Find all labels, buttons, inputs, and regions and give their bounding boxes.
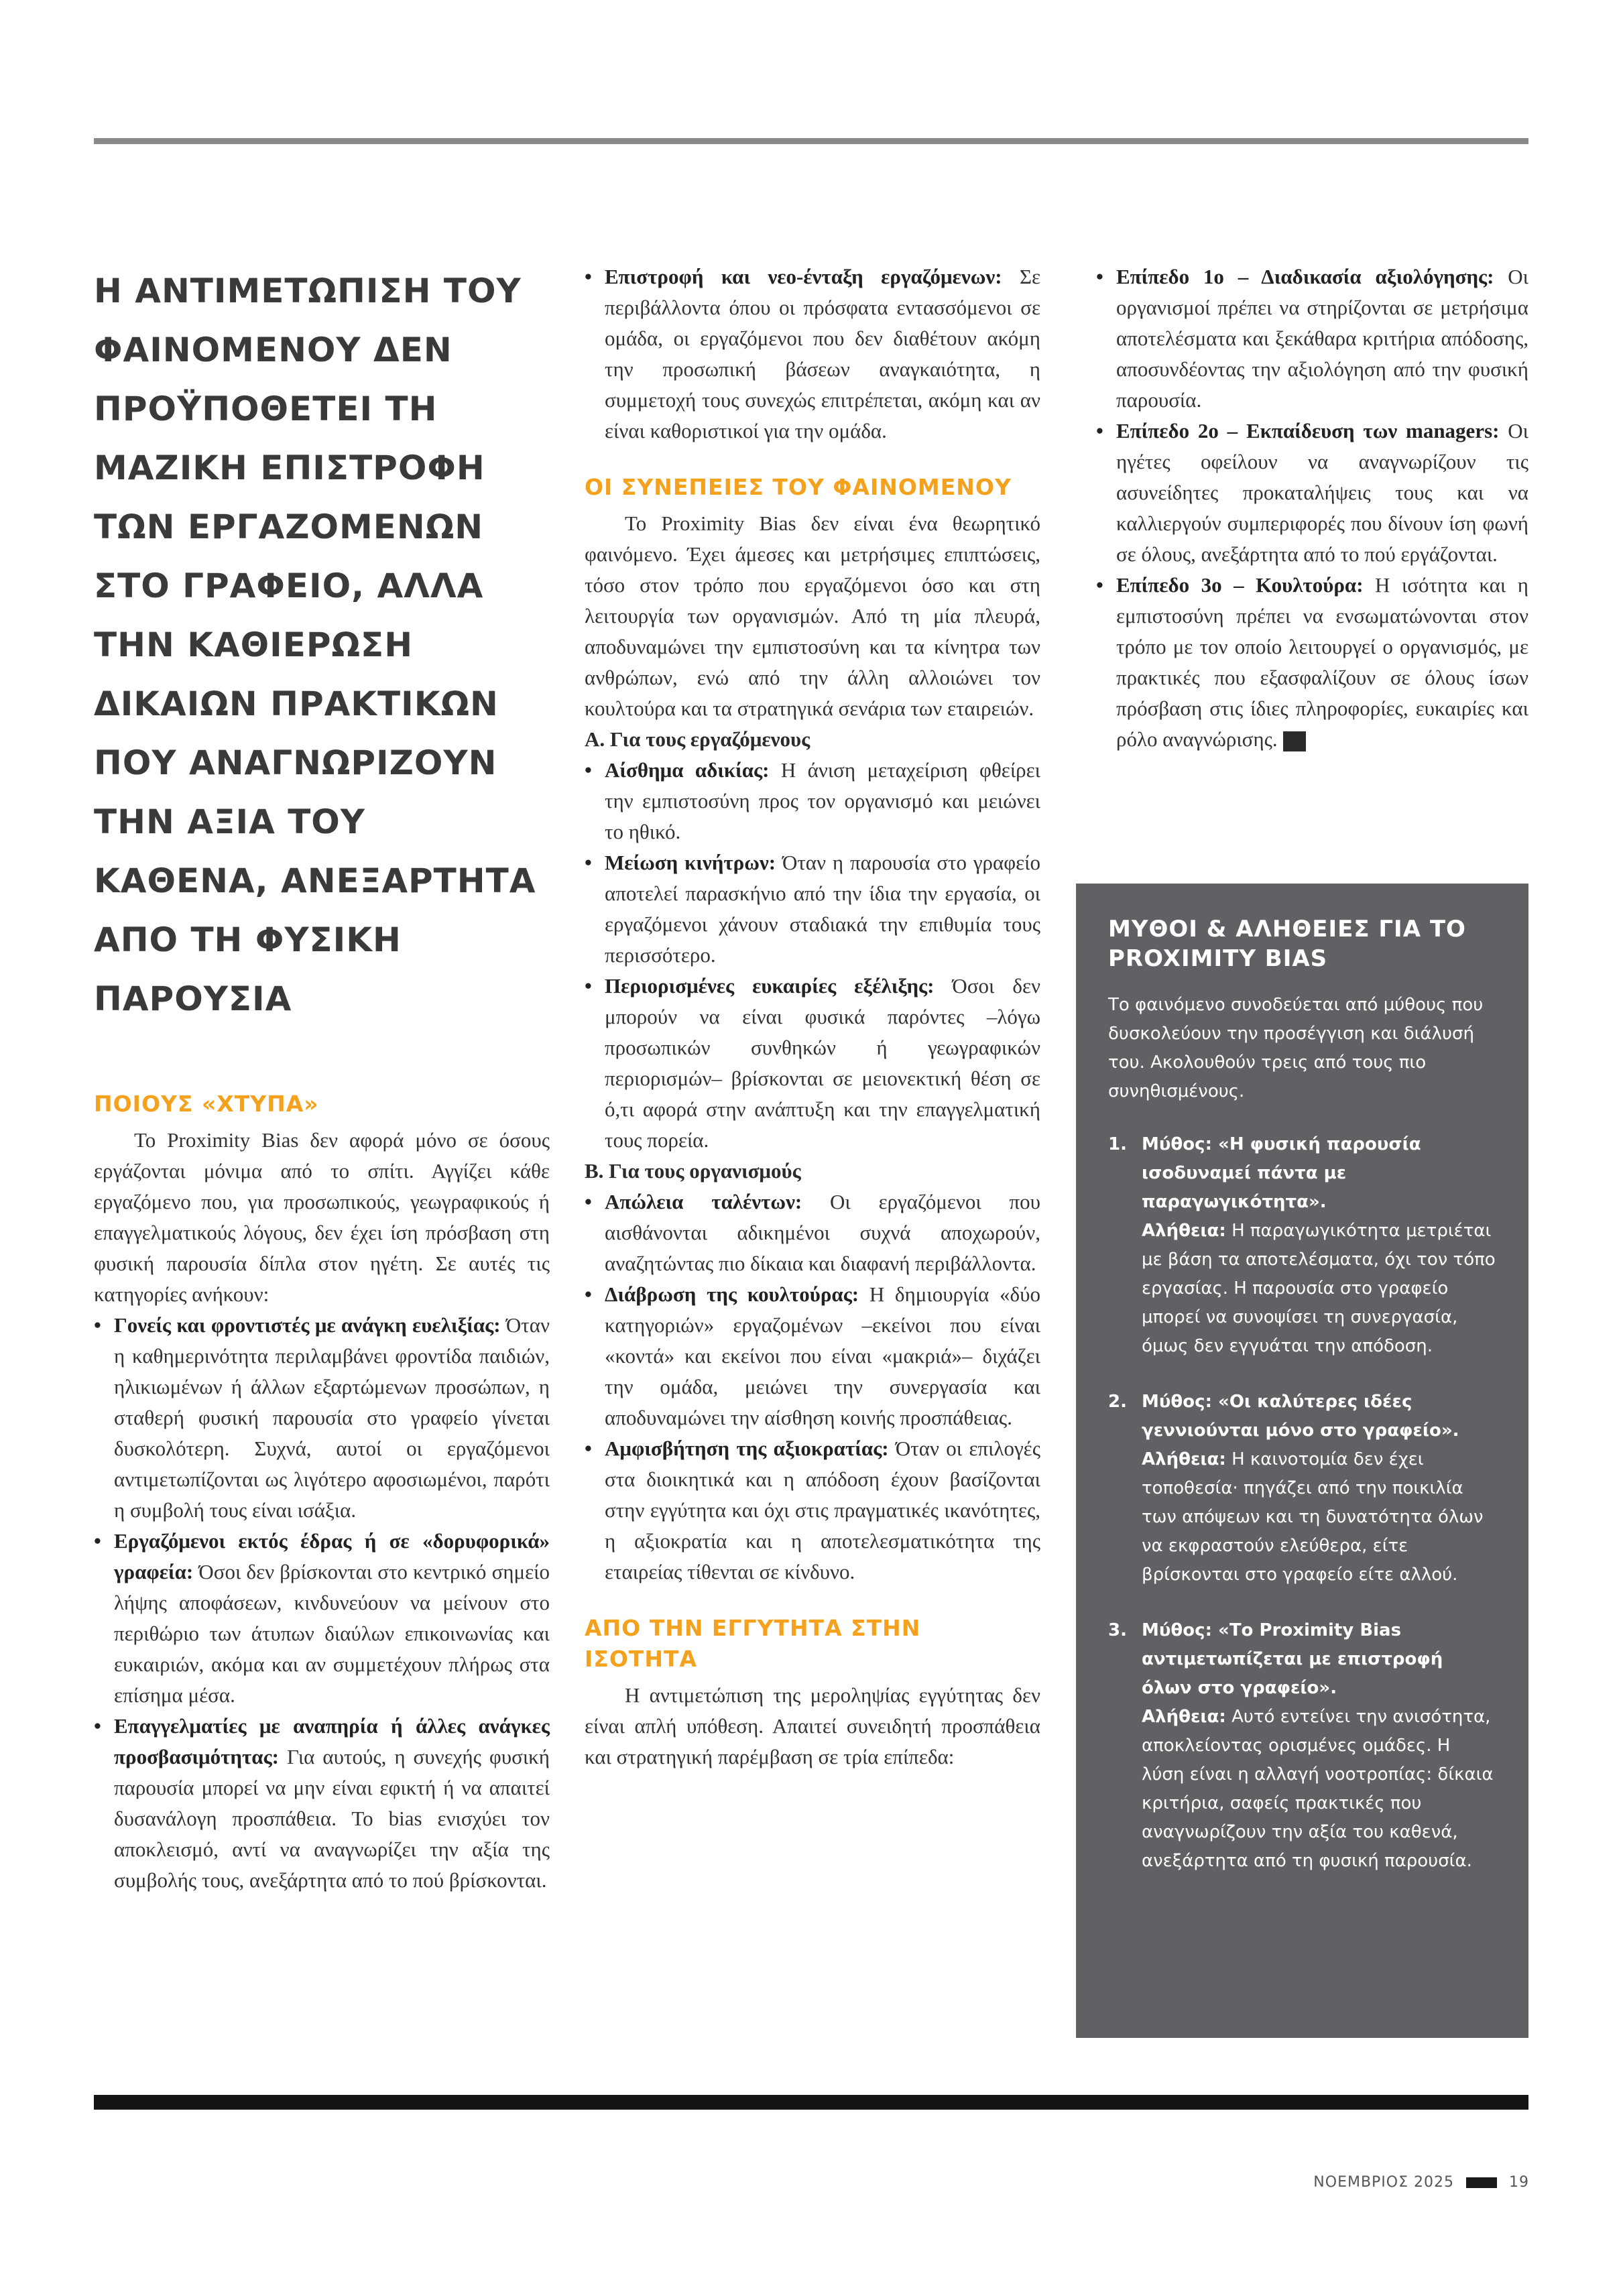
section-title-consequences: ΟΙ ΣΥΝΕΠΕΙΕΣ ΤΟΥ ΦΑΙΝΟΜΕΝΟΥ: [585, 474, 1012, 500]
bullet-list: [94, 1310, 550, 1896]
bullet-item: • Επίπεδο 2ο – Εκπαίδευση των managers: Οι ηγέτες οφείλουν να αναγνωρίζουν τις ασυνείδητες προκαταλήψεις τους και να καλλιεργούν συμπεριφορές που δίνουν ίση φωνή σε όλους, ανεξάρτητα από το πού εργάζονται.: [1096, 416, 1528, 570]
myths-list: [1108, 1130, 1496, 1876]
bullet-list: [585, 261, 1040, 446]
myth-item: 1. Μύθος: «Η φυσική παρουσία ισοδυναμεί πάντα με παραγωγικότητα». Αλήθεια: Η παραγωγικότητα μετριέται με βάση τα αποτελέσματα, όχι τον τόπο εργασίας. Η παρουσία στο γραφείο μπορεί να συνοψίσει τη συνεργασία, όμως δεν εγγυάται την απόδοση.: [1108, 1134, 1496, 1356]
myth-item: 2. Μύθος: «Οι καλύτερες ιδέες γεννιούνται μόνο στο γραφείο». Αλήθεια: Η καινοτομία δεν έχει τοποθεσία· πηγάζει από την ποικιλία των απόψεων και τη δυνατότητα όλων να εκφραστούν ελεύθερα, είτε βρίσκονται στο γραφείο είτε αλλού.: [1108, 1392, 1484, 1585]
section-title-who: ΠΟΙΟΥΣ «ΧΤΥΠΑ»: [94, 1091, 319, 1117]
box-title: ΜΥΘΟΙ & ΑΛΗΘΕΙΕΣ ΓΙΑ ΤΟ PROXIMITY BIAS: [1108, 916, 1466, 972]
bullet-item: • Εργαζόμενοι εκτός έδρας ή σε «δορυφορικά» γραφεία: Όσοι δεν βρίσκονται στο κεντρικό σημείο λήψης αποφάσεων, κινδυνεύουν να μείνουν στο περιθώριο των άτυπων διαύλων επικοινωνίας και ευκαιριών, ακόμα και αν συμμετέχουν πλήρως στα επίσημα μέσα.: [94, 1526, 550, 1711]
end-of-article-icon: [1283, 731, 1306, 751]
footer-mark-icon: [1466, 2177, 1497, 2188]
bullet-item: • Αίσθημα αδικίας: Η άνιση μεταχείριση φθείρει την εμπιστοσύνη προς τον οργανισμό και μειώνει το ηθικό.: [585, 755, 1040, 847]
section-title-equality: ΑΠΟ ΤΗΝ ΕΓΓΥΤΗΤΑ ΣΤΗΝ ΙΣΟΤΗΤΑ: [585, 1615, 921, 1672]
myths-truths-box: [1076, 884, 1528, 2038]
bullet-item: • Επιστροφή και νεο-ένταξη εργαζόμενων: Σε περιβάλλοντα όπου οι πρόσφατα εντασσόμενοι σε ομάδα, οι εργαζόμενοι που δεν διαθέτουν ακόμη την προσωπική βάσεων αναγκαιότητα, η συμμετοχή τους συνεχώς επιτρέπεται, ακόμη και αν είναι καθοριστικοί για την ομάδα.: [585, 261, 1040, 446]
bullet-item: • Διάβρωση της κουλτούρας: Η δημιουργία «δύο κατηγοριών» εργαζομένων –εκείνοι που είναι «κοντά» και εκείνοι που είναι «μακριά»– διχάζει την ομάδα, μειώνει την συνεργασία και αποδυναμώνει την αίσθηση κοινής προσπάθειας.: [585, 1279, 1040, 1433]
issue-date: ΝΟΕΜΒΡΙΟΣ 2025: [1313, 2174, 1454, 2191]
bullet-item: • Περιορισμένες ευκαιρίες εξέλιξης: Όσοι δεν μπορούν να είναι φυσικά παρόντες –λόγω προσωπικών συνθηκών ή γεωγραφικών περιορισμών– βρίσκονται σε μειονεκτική θέση σε ό,τι αφορά στην ανάπτυξη και την επαγγελματική τους πορεία.: [585, 971, 1040, 1156]
section-intro: Το Proximity Bias δεν αφορά μόνο σε όσους εργάζονται μόνιμα από το σπίτι. Αγγίζει κάθε εργαζόμενο που, για προσωπικούς, γεωγραφικούς ή επαγγελματικούς λόγους, δεν έχει ίση πρόσβαση στη φυσική παρουσία δίπλα στον ηγέτη. Σε αυτές τις κατηγορίες ανήκουν:: [94, 1128, 550, 1306]
bullet-item: • Επίπεδο 1ο – Διαδικασία αξιολόγησης: Οι οργανισμοί πρέπει να στηρίζονται σε μετρήσιμα αποτελέσματα και ξεκάθαρα κριτήρια απόδοσης, αποσυνδέοντας την αξιολόγηση από την φυσική παρουσία.: [1096, 261, 1528, 416]
page-footer: [1313, 2174, 1529, 2191]
bullet-list: [585, 755, 1040, 1156]
myth-item: 3. Μύθος: «Το Proximity Bias αντιμετωπίζεται με επιστροφή όλων στο γραφείο». Αλήθεια: Αυτό εντείνει την ανισότητα, αποκλείοντας ορισμένες ομάδες. Η λύση είναι η αλλαγή νοοτροπίας: δίκαια κριτήρια, σαφείς πρακτικές που αναγνωρίζουν την αξία του καθενά, ανεξάρτητα από τη φυσική παρουσία.: [1108, 1620, 1494, 1871]
bullet-item: • Επαγγελματίες με αναπηρία ή άλλες ανάγκες προσβασιμότητας: Για αυτούς, η συνεχής φυσική παρουσία μπορεί να μην είναι εφικτή ή να απαιτεί δυσανάλογη προσπάθεια. Το bias ενισχύει τον αποκλεισμό, αντί να αναγνωρίζει την αξία της συμβολής τους, ανεξάρτητα από το πού βρίσκονται.: [94, 1711, 550, 1896]
subhead-organizations: Β. Για τους οργανισμούς: [585, 1159, 801, 1183]
section-intro: Η αντιμετώπιση της μεροληψίας εγγύτητας δεν είναι απλή υπόθεση. Απαιτεί συνειδητή προσπάθεια και στρατηγική παρέμβαση σε τρία επίπεδα:: [585, 1683, 1040, 1768]
bullet-item: • Αμφισβήτηση της αξιοκρατίας: Όταν οι επιλογές στα διοικητικά και η απόδοση έχουν βασίζονται στην εγγύτητα και όχι στις πραγματικές ικανότητες, η αξιοκρατία και η αποτελεσματικότητα της εταιρείας τίθενται σε κίνδυνο.: [585, 1433, 1040, 1587]
column-3: [1096, 261, 1528, 755]
bullet-item: • Απώλεια ταλέντων: Οι εργαζόμενοι που αισθάνονται αδικημένοι συχνά αποχωρούν, αναζητώντας πιο δίκαια και διαφανή περιβάλλοντα.: [585, 1187, 1040, 1279]
subhead-employees: Α. Για τους εργαζόμενους: [585, 727, 810, 751]
section-intro: Το Proximity Bias δεν είναι ένα θεωρητικό φαινόμενο. Έχει άμεσες και μετρήσιμες επιπτώσεις, τόσο στον τρόπο που εργαζόμενοι όσο και στη λειτουργία των οργανισμών. Από τη μία πλευρά, αποδυναμώνει την εμπιστοσύνη και τα κίνητρα των ανθρώπων, ενώ από την άλλη αλλοιώνει τον κουλτούρα και τα στρατηγικά σενάρια των εταιρειών.: [585, 511, 1040, 720]
bullet-list: [1096, 261, 1528, 755]
bottom-rule: [94, 2095, 1528, 2110]
bullet-item: • Γονείς και φροντιστές με ανάγκη ευελιξίας: Όταν η καθημερινότητα περιλαμβάνει φροντίδα παιδιών, ηλικιωμένων ή άλλων εξαρτώμενων προσώπων, η σταθερή φυσική παρουσία στο γραφείο γίνεται δυσκολότερη. Συχνά, αυτοί οι εργαζόμενοι αντιμετωπίζονται ως λιγότερο αφοσιωμένοι, παρότι η συμβολή τους είναι ισάξια.: [94, 1310, 550, 1526]
pull-quote: Η ΑΝΤΙΜΕΤΩΠΙΣΗ ΤΟΥ ΦΑΙΝΟΜΕΝΟΥ ΔΕΝ ΠΡΟΫΠΟΘΕΤΕΙ ΤΗ ΜΑΖΙΚΗ ΕΠΙΣΤΡΟΦΗ ΤΩΝ ΕΡΓΑΖΟΜΕΝΩΝ ΣΤΟ ΓΡΑΦΕΙΟ, ΑΛΛΑ ΤΗΝ ΚΑΘΙΕΡΩΣΗ ΔΙΚΑΙΩΝ ΠΡΑΚΤΙΚΩΝ ΠΟΥ ΑΝΑΓΝΩΡΙΖΟΥΝ ΤΗΝ ΑΞΙΑ ΤΟΥ ΚΑΘΕΝΑ, ΑΝΕΞΑΡΤΗΤΑ ΑΠΟ ΤΗ ΦΥΣΙΚΗ ΠΑΡΟΥΣΙΑ: [94, 271, 536, 1018]
bullet-item: • Επίπεδο 3ο – Κουλτούρα: Η ισότητα και η εμπιστοσύνη πρέπει να ενσωματώνονται στον τρόπο με τον οποίο λειτουργεί ο οργανισμός, με πρακτικές που εξασφαλίζουν σε όλους ίσων πρόσβαση στις ίδιες πληροφορίες, ευκαιρίες και ρόλο αναγνώρισης.: [1096, 570, 1528, 755]
bullet-list: [585, 1187, 1040, 1587]
column-1: [94, 261, 550, 1896]
top-rule: [94, 138, 1528, 144]
page-number: 19: [1509, 2174, 1529, 2191]
bullet-item: • Μείωση κινήτρων: Όταν η παρουσία στο γραφείο αποτελεί παρασκήνιο από την ίδια την εργασία, οι εργαζόμενοι χάνουν σταδιακά την επιθυμία τους περισσότερο.: [585, 847, 1040, 971]
box-intro: Το φαινόμενο συνοδεύεται από μύθους που δυσκολεύουν την προσέγγιση και διάλυσή του. Ακολουθούν τρεις από τους πιο συνηθισμένους.: [1108, 995, 1484, 1101]
column-2: [585, 261, 1040, 1772]
